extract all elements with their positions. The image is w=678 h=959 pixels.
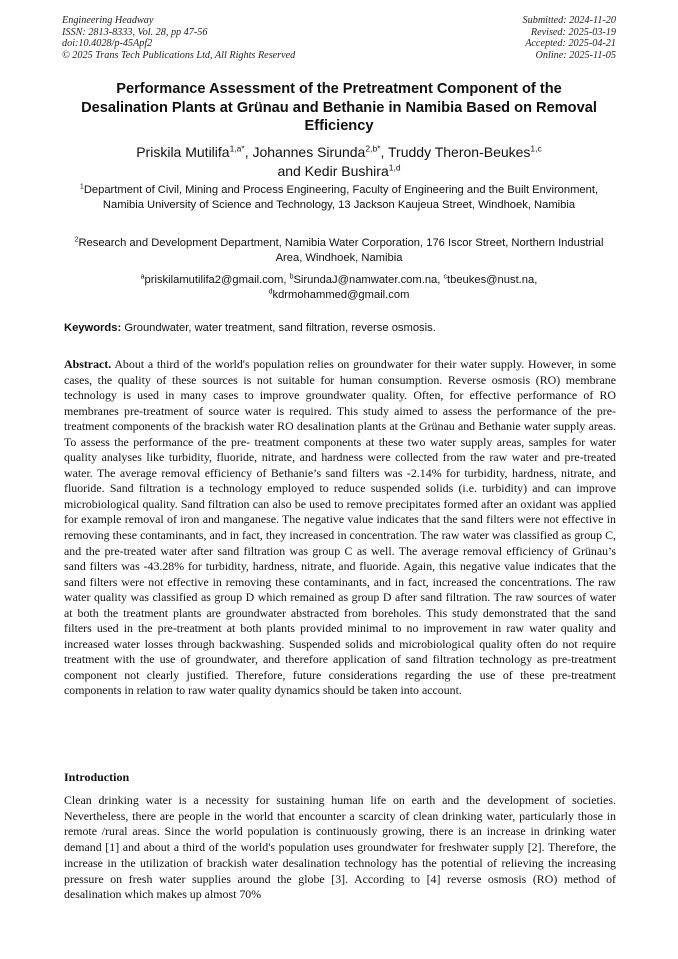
abstract-text: About a third of the world's population relies on groundwater for their water supply. However, in some cases, the quality of these sources is not suitable for human consumption. Reverse osmosis (RO) membrane technology is used in many cases to improve groundwater quality. Often, for effective performance of RO membranes pre-treatment of source water is required. This study aimed to assess the performance of the pre-treatment components of the brackish water RO desalination plants at the Grünau and Bethanie water supply areas. To assess the performance of the pre- treatment components at these two water supply areas, samples for water quality analyses like turbidity, fluoride, nitrate, and hardness were collected from the raw water and pre-treated water. The average removal efficiency of Bethanie’s sand filters was -2.14% for turbidity, hardness, nitrate, and fluoride. Sand filtration is a technology employed to reduce suspended solids (i.e. turbidity) and can improve microbiological quality. Sand filtration can also be used to remove precipitates formed after an oxidant was applied for example removal of iron and manganese. The negative value indicates that the sand filters were not effective in removing these contaminants, and in fact, they increased in concentration. The raw water was classified as group C, and the pre-treated water after sand filtration was group C as well. The average removal efficiency of Grünau’s sand filters was -43.28% for turbidity, hardness, nitrate, and fluoride. Again, this negative value indicates that the sand filters were not effective in removing these contaminants, and in fact, increased the concentrations. The raw water quality was classified as group D which remained as group D after sand filtration. The raw sources of water at both the treatment plants are groundwater abstracted from boreholes. This study demonstrated that the sand filters used in the pre-treatment at both plants provided minimal to no improvement in raw water quality and increased water losses through backwashing. Suspended solids and microbiological quality often do not require treatment with the use of groundwater, and therefore application of sand filtration technology as pre-treatment component not clearly justified. Therefore, future considerations regarding the use of these pre-treatment components in relation to raw water quality dynamics should be taken into account. [64,357,616,698]
author-name: Truddy Theron-Beukes [388,144,531,160]
keywords-text: Groundwater, water treatment, sand filtration, reverse osmosis. [124,322,436,334]
email-link[interactable]: kdrmohammed@gmail.com [272,288,410,301]
author-emails: $^a$priskilamutilifa2@gmail.com, $^b$SirundaJ@namwater.com.na, $^c$tbeukes@nust.na, $^d$kdrmohammed@gmail.com [140,273,538,301]
copyright: © 2025 Trans Tech Publications Ltd, All Rights Reserved [62,49,296,61]
journal-name: Engineering Headway [62,15,154,26]
abstract [64,357,616,699]
doi[interactable]: doi:10.4028/p-45Apf2 [62,38,153,50]
revised-date: Revised: 2025-03-19 [530,26,616,38]
affiliation-mark: 1 [79,183,84,191]
email-mark: b [289,273,294,281]
issn-volume: ISSN: 2813-8333, Vol. 28, pp 47-56 [62,26,208,38]
author-name: and Kedir Bushira [277,162,389,179]
online-date: Online: 2025-11-05 [535,49,616,61]
author-affiliation-mark: 1,a* [229,143,245,154]
accepted-date: Accepted: 2025-04-21 [525,38,616,50]
email-mark: c [443,273,447,281]
keywords-label: Keywords: [64,322,122,334]
paper-title: Performance Assessment of the Pretreatment Component of the Desalination Plants at Grünau and Bethanie in Namibia Based on Removal Efficiency [81,81,597,134]
author-name: Priskila Mutilifa [136,144,230,160]
author-separator: , [244,144,253,160]
affiliation-2 [70,236,608,265]
email-link[interactable]: tbeukes@nust.na [447,274,535,286]
author-affiliation-mark: 1,d [388,161,401,172]
abstract-label: Abstract. [64,357,112,371]
author-list [70,143,608,180]
affiliation-text: Research and Development Department, Namibia Water Corporation, 176 Iscor Street, Northern Industrial Area, Windhoek, Namibia [78,237,604,264]
email-link[interactable]: SirundaJ@namwater.com.na [293,274,438,286]
affiliation-1 [70,183,608,212]
email-link[interactable]: priskilamutilifa2@gmail.com [144,274,284,286]
publication-dates [523,15,616,61]
author-separator: , [380,144,389,160]
author-name: Johannes Sirunda [252,144,366,160]
author-affiliation-mark: 1,c [530,143,542,154]
keywords [64,321,616,335]
author-affiliation-mark: 2,b* [365,143,381,154]
submitted-date: Submitted: 2024-11-20 [522,15,616,26]
affiliation-mark: 2 [74,236,79,244]
email-mark: d [268,287,273,295]
journal-info [62,15,295,61]
introduction-text: Clean drinking water is a necessity for sustaining human life on earth and the development of societies. Nevertheless, there are people in the world that encounter a scarcity of clean drinking water, particularly those in remote /rural areas. Since the world population is continuously growing, there is an increase in drinking water demand [1] and about a third of the world's population uses groundwater for freshwater supply [2]. Therefore, the increase in the utilization of brackish water desalination technology has the potential of relieving the increasing pressure on fresh water supplies around the globe [3]. According to [4] reverse osmosis (RO) method of desalination which makes up almost 70% [64,793,616,902]
affiliation-text: Department of Civil, Mining and Process Engineering, Faculty of Engineering and the Built Environment, Namibia University of Science and Technology, 13 Jackson Kaujeua Street, Windhoek, Namibia [83,184,599,211]
email-mark: a [140,273,145,281]
introduction-heading: Introduction [64,770,130,784]
